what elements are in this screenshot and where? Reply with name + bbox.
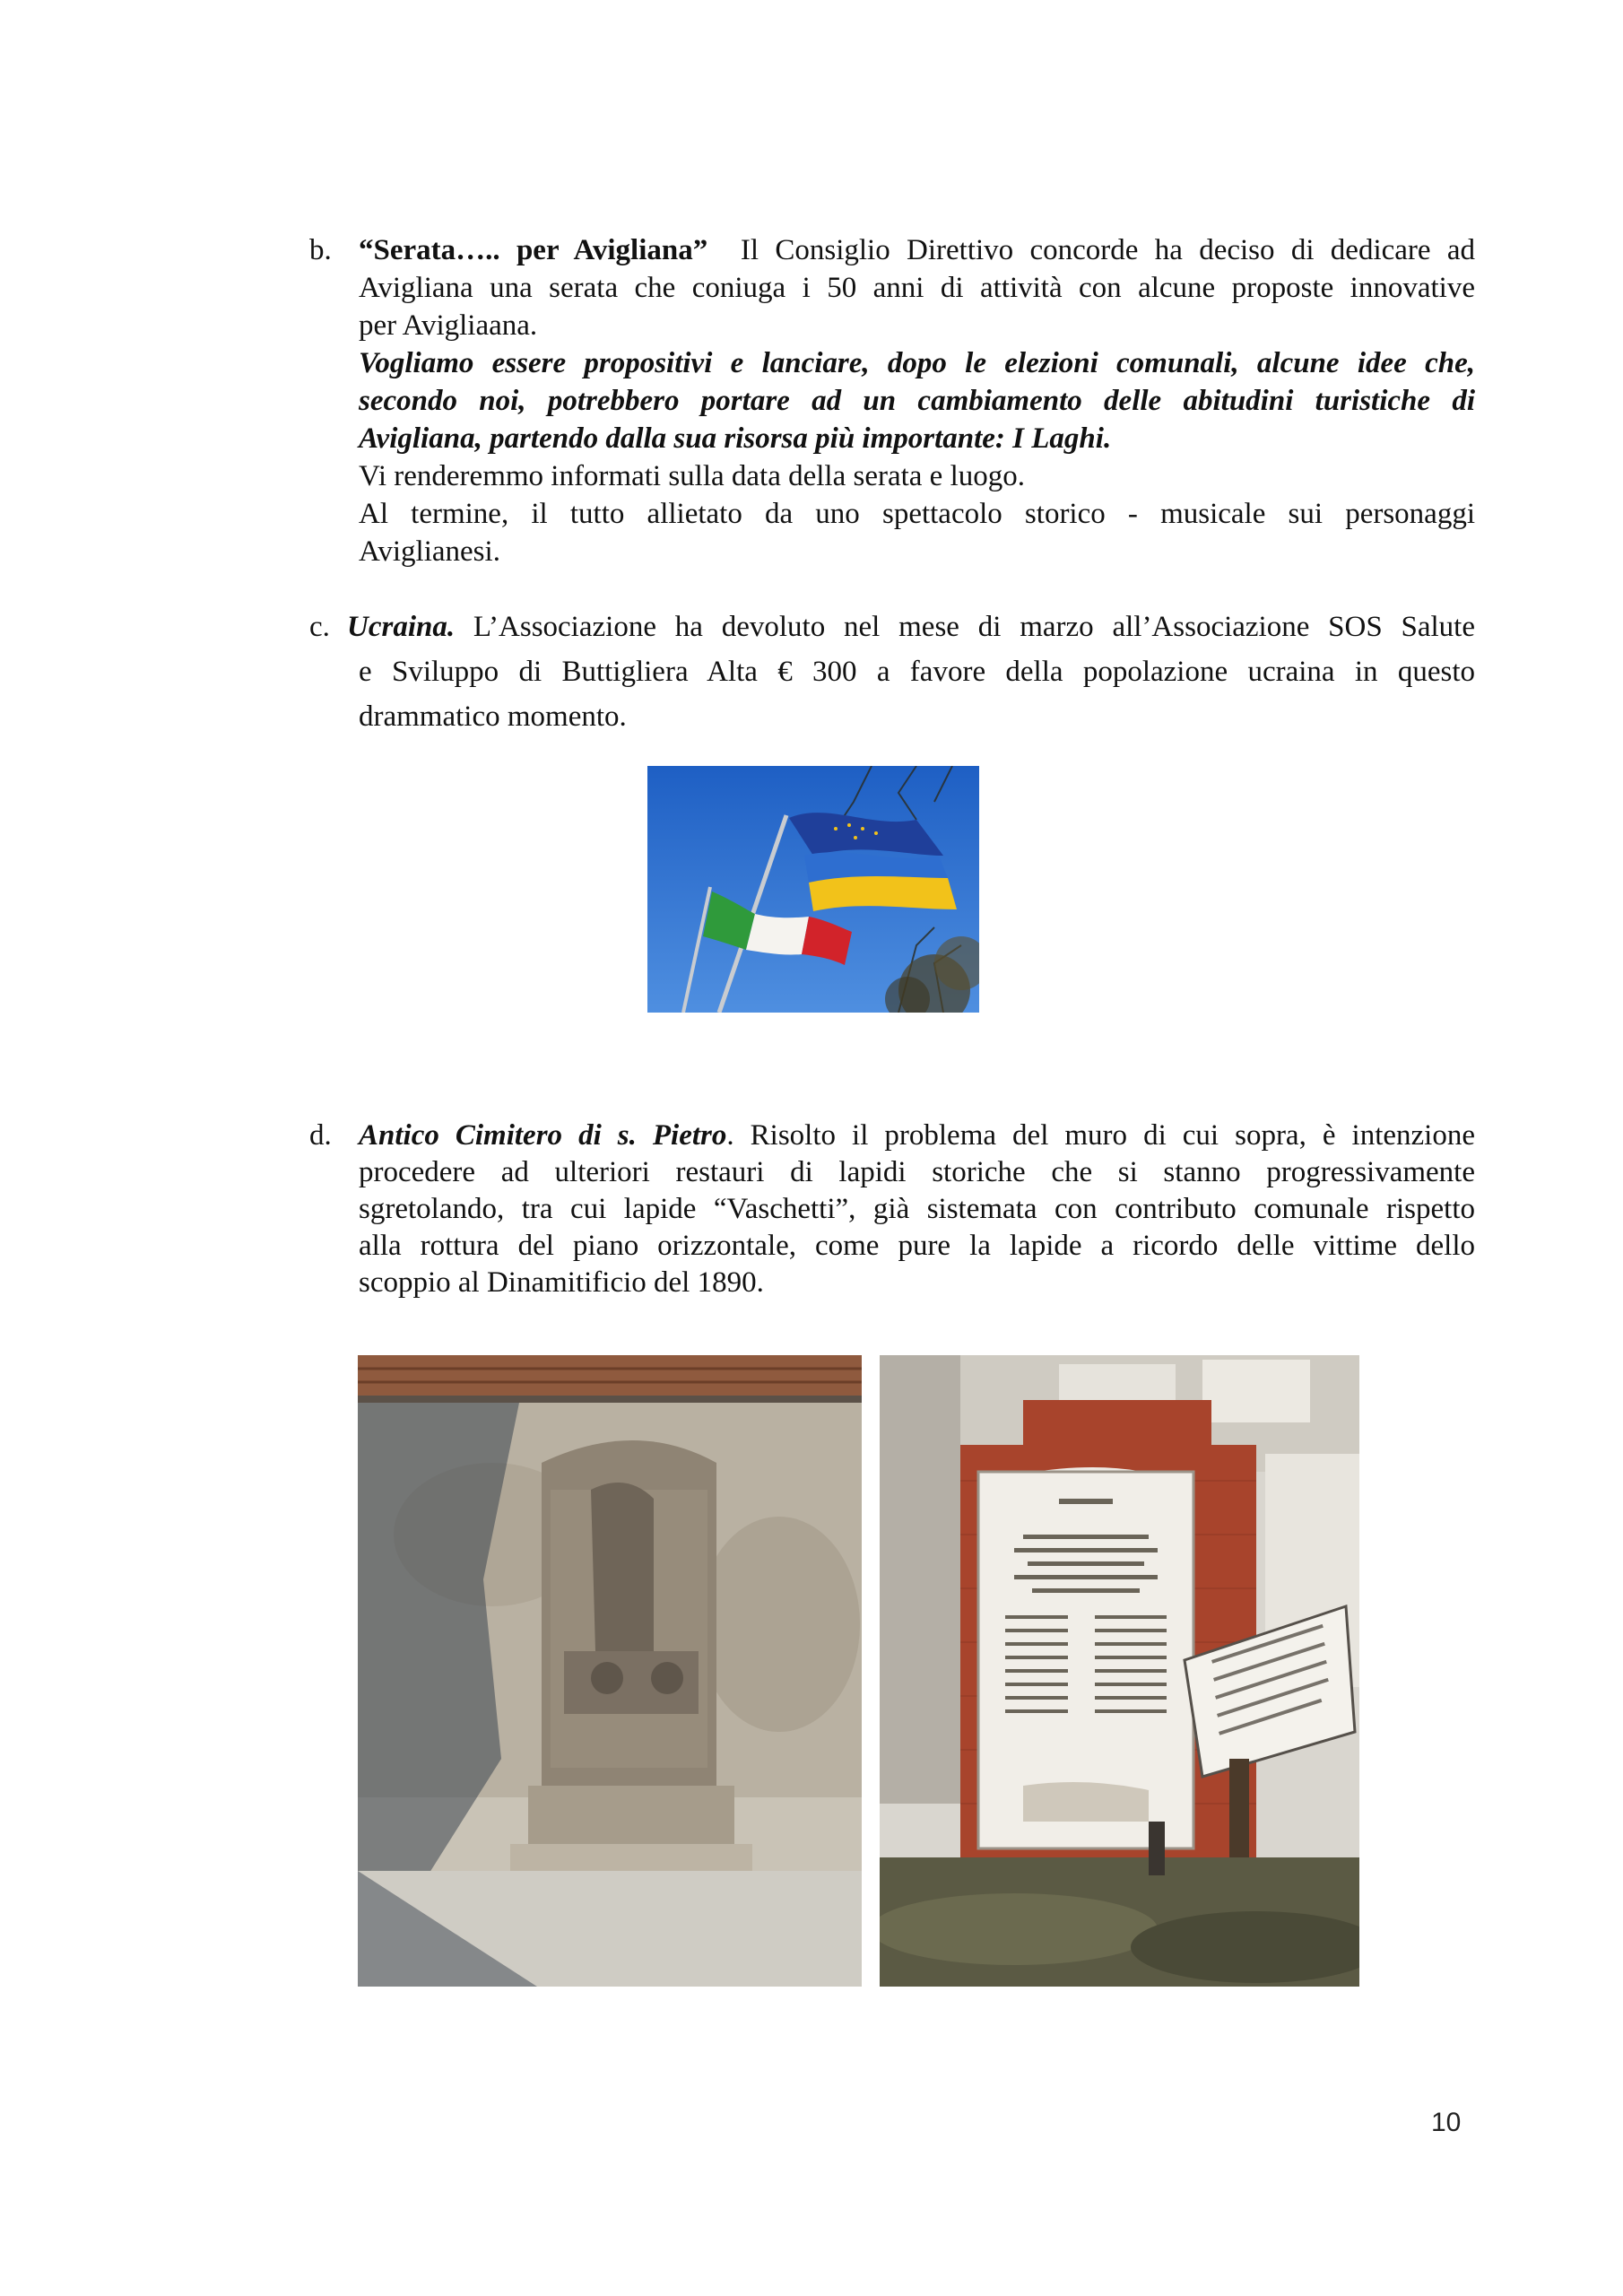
item-b-emph-3: Avigliana, partendo dalla sua risorsa più importante: I Laghi. — [359, 422, 1112, 455]
item-c-line-1: L’Associazione ha devoluto nel mese di marzo all’Associazione SOS Salute — [473, 611, 1475, 643]
item-d-marker: d. — [309, 1119, 332, 1152]
item-d-line-2: procedere ad ulteriori restauri di lapidi storiche che si stanno progressivamente — [359, 1156, 1475, 1188]
item-c-body — [347, 604, 1475, 739]
flags-photo — [647, 766, 979, 1013]
item-b-info: Vi renderemmo informati sulla data della serata e luogo. — [359, 460, 1025, 492]
item-b-body — [359, 231, 1475, 570]
item-b-closing-1: Al termine, il tutto allietato da uno spettacolo storico - musicale sui personaggi — [359, 498, 1475, 530]
vaschetti-tombstone-photo — [358, 1355, 862, 1987]
item-b-intro-2: Avigliana una serata che coniuga i 50 anni di attività con alcune proposte innovative — [359, 272, 1475, 304]
item-b-intro-1: Il Consiglio Direttivo concorde ha deciso di dedicare ad — [740, 234, 1476, 266]
item-b — [309, 231, 1475, 570]
page-number: 10 — [1431, 2108, 1462, 2137]
item-c-title: Ucraina. — [347, 611, 456, 643]
item-d-line-3: sgretolando, tra cui lapide “Vaschetti”, già sistemata con contributo comunale rispetto — [359, 1193, 1475, 1225]
item-d-line-5: scoppio al Dinamitificio del 1890. — [359, 1266, 764, 1299]
item-b-emph-2: secondo noi, potrebbero portare ad un cambiamento delle abitudini turistiche di — [359, 385, 1475, 417]
item-b-marker: b. — [309, 234, 332, 266]
item-d-line-1: . Risolto il problema del muro di cui sopra, è intenzione — [726, 1119, 1475, 1152]
item-c-marker: c. — [309, 611, 330, 643]
item-d-title: Antico Cimitero di s. Pietro — [359, 1119, 727, 1152]
item-b-intro-3: per Avigliaana. — [359, 309, 538, 342]
item-c — [309, 604, 1475, 739]
item-d-line-4: alla rottura del piano orizzontale, come pure la lapide a ricordo delle vittime dello — [359, 1230, 1475, 1262]
item-b-emph-1: Vogliamo essere propositivi e lanciare, dopo le elezioni comunali, alcune idee che, — [359, 347, 1475, 379]
item-b-closing-2: Aviglianesi. — [359, 535, 500, 568]
dinamitificio-memorial-photo — [880, 1355, 1359, 1987]
item-b-title: “Serata….. per Avigliana” — [359, 234, 708, 266]
item-c-line-2: e Sviluppo di Buttigliera Alta € 300 a favore della popolazione ucraina in questo — [359, 656, 1475, 688]
item-d — [309, 1118, 1475, 1301]
item-d-body — [359, 1118, 1475, 1301]
item-c-line-3: drammatico momento. — [359, 700, 627, 733]
